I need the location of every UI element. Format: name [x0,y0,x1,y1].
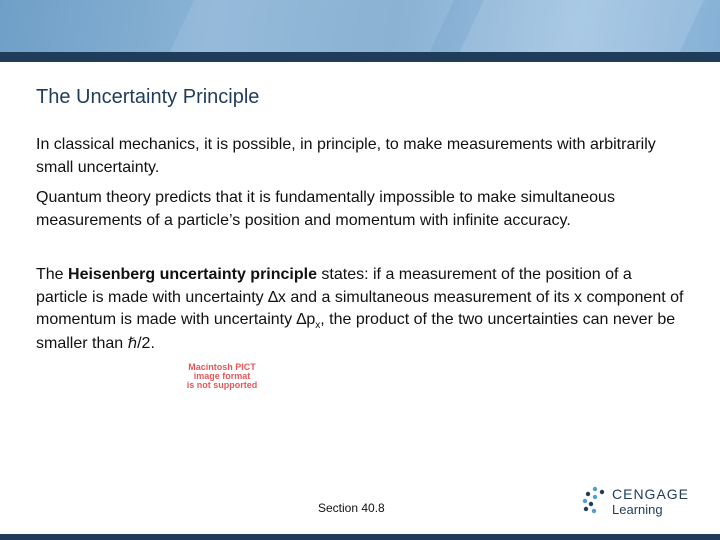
logo-subtitle: Learning [612,502,663,517]
text-segment: The [36,266,69,283]
cengage-logo [582,484,692,520]
placeholder-line: is not supported [186,380,258,390]
header-banner [0,0,720,52]
banner-decoration [437,0,720,52]
heisenberg-term: Heisenberg uncertainty principle [68,266,317,283]
variable-p: p [306,311,316,328]
placeholder-line: image format [193,371,251,381]
unsupported-image-placeholder [178,363,266,393]
cengage-dots-icon [582,486,608,514]
placeholder-line: Macintosh PICT [188,362,256,372]
text-segment: , the product of the two uncertainties can never be smaller than [36,311,676,352]
text-segment: /2. [137,334,155,352]
subscript-x: x [315,320,321,332]
slide-title: The Uncertainty Principle [36,86,260,108]
variable-x: x [277,288,286,306]
header-rule [0,52,720,62]
delta-symbol: ∆ [296,311,307,328]
logo-wordmark: CENGAGE [612,486,690,502]
footer-rule [0,534,720,540]
paragraph-quantum: Quantum theory predicts that it is fundamentally impossible to make simultaneous measurements of a particle’s position and momentum with infinite accuracy. [36,189,615,229]
text-segment: and a simultaneous measurement of its x component of momentum is made with uncertainty [36,288,684,328]
banner-decoration [147,0,472,52]
paragraph-classical: In classical mechanics, it is possible, in principle, to make measurements with arbitrarily small uncertainty. [36,136,656,176]
section-footer: Section 40.8 [318,501,385,515]
hbar-symbol: ℏ [127,333,138,352]
paragraph-heisenberg [36,264,686,355]
delta-symbol: ∆ [268,288,278,306]
text-segment: states: if a measurement of the position of a particle is made with uncertainty [36,266,632,306]
